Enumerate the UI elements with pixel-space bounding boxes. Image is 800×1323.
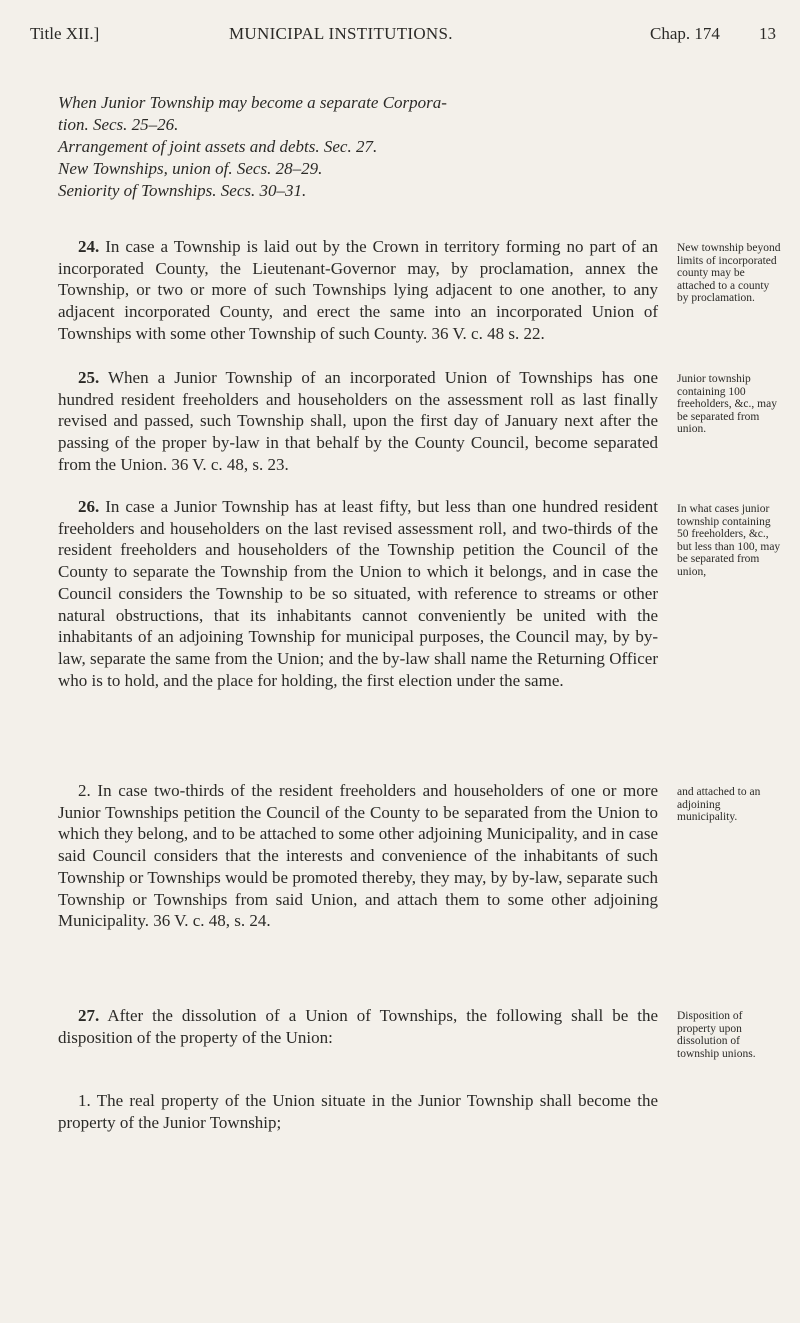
- header-chapter: Chap. 174: [650, 24, 720, 43]
- section-24: [58, 236, 658, 345]
- section-number: 26.: [78, 497, 100, 516]
- section-text: In case a Township is laid out by the Crown in territory forming no part of an incorporated County, the Lieutenant-Governor may, by proclamation, annex the Township, or two or more of such Townships lying adjacent to one another, to any adjacent incorporated County, and erect the same into an incorporated Union of Townships with some other Township of such County. 36 V. c. 48 s. 22.: [58, 237, 659, 343]
- section-26: [58, 496, 658, 691]
- section-text: The real property of the Union situate in the Junior Township shall become the property of the Junior Township;: [58, 1091, 658, 1132]
- contents-line: Arrangement of joint assets and debts. Sec. 27.: [58, 137, 378, 156]
- section-number: 24.: [78, 237, 100, 256]
- subsection-27-1: [58, 1090, 658, 1133]
- contents-line: tion. Secs. 25–26.: [58, 115, 179, 134]
- section-25: [58, 367, 658, 476]
- section-text: When a Junior Township of an incorporated Union of Townships has one hundred resident freeholders and householders on the assessment roll as last finally revised and passed, such Township shall, upon the first day of January next after the passing of the proper by-law in that behalf by the County Council, become separated from the Union. 36 V. c. 48, s. 23.: [58, 368, 658, 474]
- margin-note: New township beyond limits of incorporated county may be attached to a county by proclamation.: [677, 242, 781, 304]
- subsection-26-2: [58, 780, 658, 932]
- header-title-number: Title XII.]: [30, 24, 100, 43]
- section-number: 27.: [78, 1006, 100, 1025]
- contents-line: New Townships, union of. Secs. 28–29.: [58, 159, 323, 178]
- running-header: [30, 18, 776, 48]
- page-number: 13: [759, 24, 776, 43]
- margin-note: and attached to an adjoining municipality.: [677, 786, 761, 823]
- section-text: In case a Junior Township has at least fifty, but less than one hundred resident freeholders and householders on the last revised assessment roll, and two-thirds of the resident freeholders and householders of the Township petition the Council of the County to separate the Township from the Union to which it belongs, and in case the Council considers the Township to be so situated, with reference to streams or other natural obstructions, that its inhabitants cannot conveniently be united with the inhabitants of an adjoining Township for municipal purposes, the Council may, by by-law, separate the same from the Union; and the by-law shall name the Returning Officer who is to hold, and the place for holding, the first election under the same.: [58, 497, 658, 690]
- contents-line: Seniority of Townships. Secs. 30–31.: [58, 181, 307, 200]
- contents-list: [58, 92, 658, 202]
- contents-line: When Junior Township may become a separate Corpora-: [58, 93, 447, 112]
- section-number: 2.: [78, 781, 91, 800]
- margin-note: Disposition of property upon dissolution of township unions.: [677, 1010, 756, 1060]
- margin-note: Junior township containing 100 freeholders, &c., may be separated from union.: [677, 373, 777, 435]
- section-text: After the dissolution of a Union of Townships, the following shall be the disposition of the property of the Union:: [58, 1006, 659, 1047]
- section-27: [58, 1005, 658, 1048]
- header-title: MUNICIPAL INSTITUTIONS.: [229, 24, 453, 43]
- section-number: 25.: [78, 368, 100, 387]
- margin-note: In what cases junior township containing 50 freeholders, &c., but less than 100, may be separated from union,: [677, 503, 781, 578]
- section-number: 1.: [78, 1091, 91, 1110]
- section-text: In case two-thirds of the resident freeholders and householders of one or more Junior Townships petition the Council of the County to be separated from the Union to which they belong, and to be attached to some other adjoining Municipality, and in case said Council considers that the interests and convenience of the inhabitants of such Township or Townships would be promoted thereby, they may, by by-law, separate such Township or Townships from said Union, and attach them to some other adjoining Municipality. 36 V. c. 48, s. 24.: [58, 781, 658, 931]
